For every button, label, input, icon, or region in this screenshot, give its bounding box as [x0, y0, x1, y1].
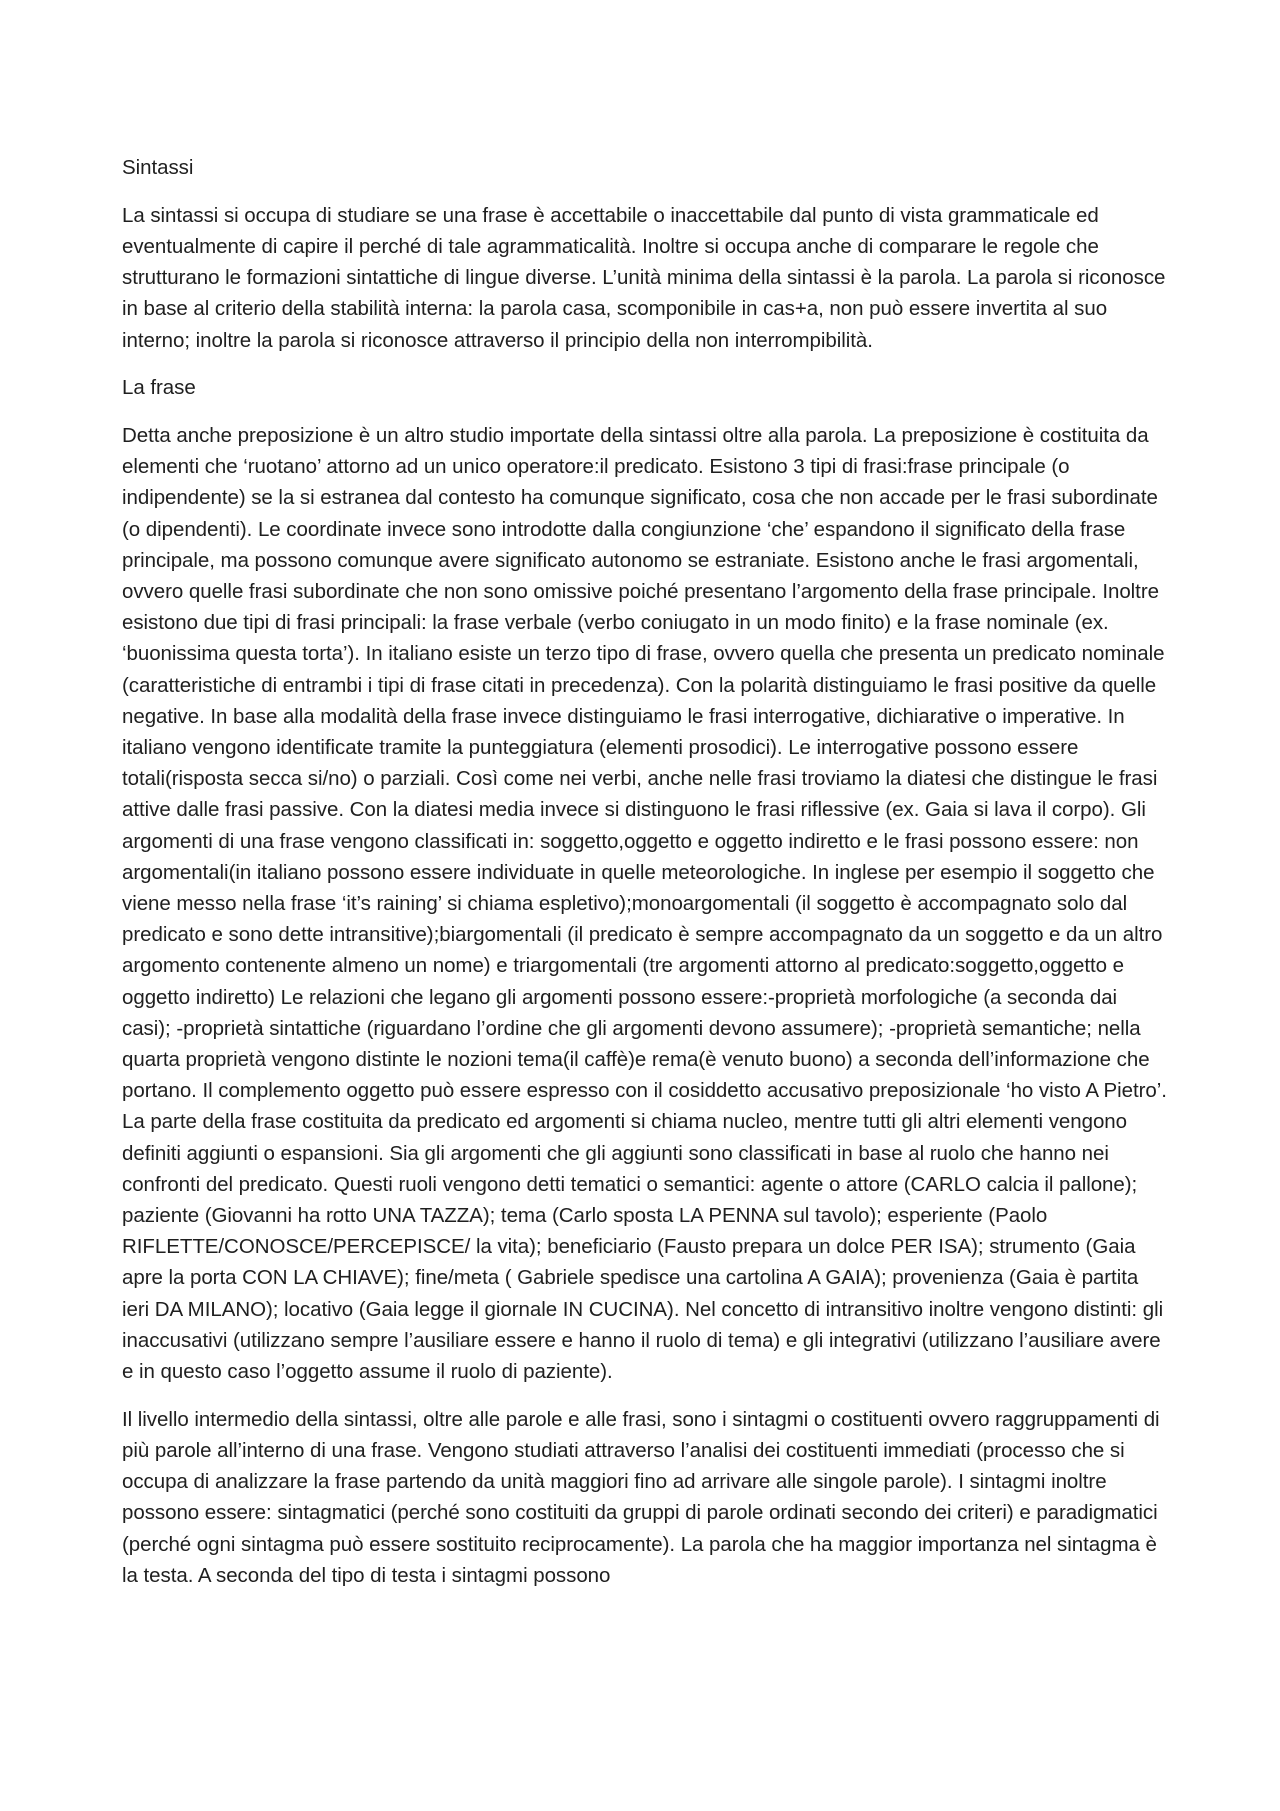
document-body: [122, 152, 1170, 1607]
section-heading-la-frase: La frase: [122, 376, 196, 400]
document-title: Sintassi: [122, 156, 194, 179]
paragraph-sintagmi: Il livello intermedio della sintassi, oltre alle parole e alle frasi, sono i sintagmi o costituenti ovvero raggruppamenti di più parole all’interno di una frase. Vengono studiati attraverso l’analisi dei costituenti immediati (processo che si occupa di analizzare la frase partendo da unità maggiori fino ad arrivare alle singole parole). I sintagmi inoltre possono essere: sintagmatici (perché sono costituiti da gruppi di parole ordinati secondo dei criteri) e paradigmatici (perché ogni sintagma può essere sostituito reciprocamente). La parola che ha maggior importanza nel sintagma è la testa. A seconda del tipo di testa i sintagmi possono: [122, 1407, 1160, 1587]
paragraph-intro: La sintassi si occupa di studiare se una frase è accettabile o inaccettabile dal punto di vista grammaticale ed eventualmente di capire il perché di tale agrammaticalità. Inoltre si occupa anche di comparare le regole che strutturano le formazioni sintattiche di lingue diverse. L’unità minima della sintassi è la parola. La parola si riconosce in base al criterio della stabilità interna: la parola casa, scomponibile in cas+a, non può essere invertita al suo interno; inoltre la parola si riconosce attraverso il principio della non interrompibilità.: [122, 203, 1166, 352]
paragraph-la-frase: Detta anche preposizione è un altro studio importate della sintassi oltre alla parola. La preposizione è costituita da elementi che ‘ruotano’ attorno ad un unico operatore:il predicato. Esistono 3 tipi di frasi:frase principale (o indipendente) se la si estranea dal contesto ha comunque significato, cosa che non accade per le frasi subordinate (o dipendenti). Le coordinate invece sono introdotte dalla congiunzione ‘che’ espandono il significato della frase principale, ma possono comunque avere significato autonomo se estraniate. Esistono anche le frasi argomentali, ovvero quelle frasi subordinate che non sono omissive poiché presentano l’argomento della frase principale. Inoltre esistono due tipi di frasi principali: la frase verbale (verbo coniugato in un modo finito) e la frase nominale (ex. ‘buonissima questa torta’). In italiano esiste un terzo tipo di frase, ovvero quella che presenta un predicato nominale (caratteristiche di entrambi i tipi di frase citati in precedenza). Con la polarità distinguiamo le frasi positive da quelle negative. In base alla modalità della frase invece distinguiamo le frasi interrogative, dichiarative o imperative. In italiano vengono identificate tramite la punteggiatura (elementi prosodici). Le interrogative possono essere totali(risposta secca si/no) o parziali. Così come nei verbi, anche nelle frasi troviamo la diatesi che distingue le frasi attive dalle frasi passive. Con la diatesi media invece si distinguono le frasi riflessive (ex. Gaia si lava il corpo). Gli argomenti di una frase vengono classificati in: soggetto,oggetto e oggetto indiretto e le frasi possono essere: non argomentali(in italiano possono essere individuate in quelle meteorologiche. In inglese per esempio il soggetto che viene messo nella frase ‘it’s raining’ si chiama espletivo);monoargomentali (il soggetto è accompagnato solo dal predicato e sono dette intransitive);biargomentali (il predicato è sempre accompagnato da un soggetto e da un altro argomento contenente almeno un nome) e triargomentali (tre argomenti attorno al predicato:soggetto,oggetto e oggetto indiretto) Le relazioni che legano gli argomenti possono essere:-proprietà morfologiche (a seconda dai casi); -proprietà sintattiche (riguardano l’ordine che gli argomenti devono assumere); -proprietà semantiche; nella quarta proprietà vengono distinte le nozioni tema(il caffè)e rema(è venuto buono) a seconda dell’informazione che portano. Il complemento oggetto può essere espresso con il cosiddetto accusativo preposizionale ‘ho visto A Pietro’. La parte della frase costituita da predicato ed argomenti si chiama nucleo, mentre tutti gli altri elementi vengono definiti aggiunti o espansioni. Sia gli argomenti che gli aggiunti sono classificati in base al ruolo che hanno nei confronti del predicato. Questi ruoli vengono detti tematici o semantici: agente o attore (CARLO calcia il pallone); paziente (Giovanni ha rotto UNA TAZZA); tema (Carlo sposta LA PENNA sul tavolo); esperiente (Paolo RIFLETTE/CONOSCE/PERCEPISCE/ la vita); beneficiario (Fausto prepara un dolce PER ISA); strumento (Gaia apre la porta CON LA CHIAVE); fine/meta ( Gabriele spedisce una cartolina A GAIA); provenienza (Gaia è partita ieri DA MILANO); locativo (Gaia legge il giornale IN CUCINA). Nel concetto di intransitivo inoltre vengono distinti: gli inaccusativi (utilizzano sempre l’ausiliare essere e hanno il ruolo di tema) e gli integrativi (utilizzano l’ausiliare avere e in questo caso l’oggetto assume il ruolo di paziente).: [122, 423, 1167, 1384]
